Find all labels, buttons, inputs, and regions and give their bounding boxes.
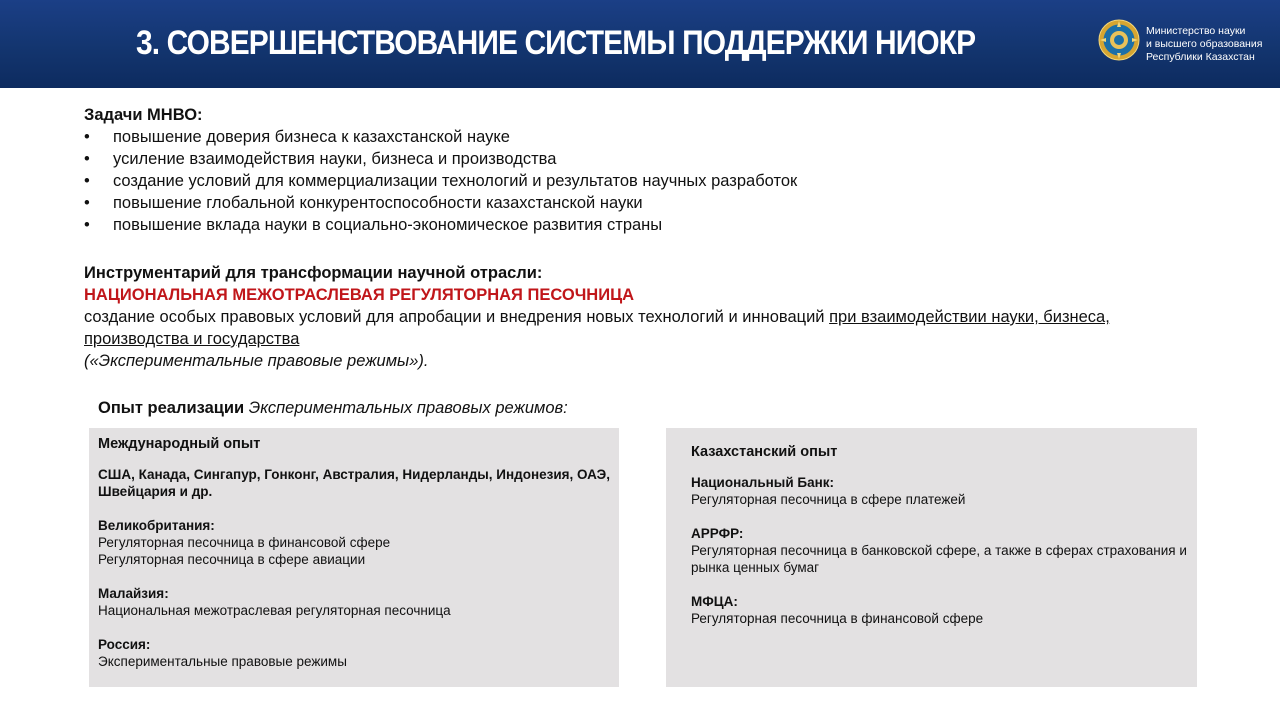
experience-title-italic: Экспериментальных правовых режимов: bbox=[244, 399, 568, 417]
page-title: 3. СОВЕРШЕНСТВОВАНИЕ СИСТЕМЫ ПОДДЕРЖКИ НИОКР bbox=[136, 24, 976, 62]
block-title: МФЦА: bbox=[691, 594, 738, 609]
list-item-text: повышение вклада науки в социально-экономическое развития страны bbox=[113, 216, 663, 234]
experience-block bbox=[98, 517, 611, 568]
experience-title bbox=[98, 397, 568, 419]
list-item-text: создание условий для коммерциализации технологий и результатов научных разработок bbox=[113, 172, 798, 190]
list-item bbox=[84, 148, 1204, 170]
sandbox-description bbox=[84, 306, 1204, 350]
sandbox-note: («Экспериментальные правовые режимы»). bbox=[84, 352, 429, 370]
block-line: Национальная межотраслевая регуляторная песочница bbox=[98, 603, 451, 618]
international-experience-panel bbox=[89, 428, 619, 687]
block-title: Великобритания: bbox=[98, 518, 215, 533]
panel-heading: Международный опыт bbox=[98, 436, 261, 452]
list-item-text: повышение глобальной конкурентоспособности казахстанской науки bbox=[113, 194, 643, 212]
block-line: Регуляторная песочница в сфере авиации bbox=[98, 552, 366, 567]
experience-title-bold: Опыт реализации bbox=[98, 399, 245, 417]
bullet-icon: • bbox=[84, 150, 90, 168]
block-title: АРРФР: bbox=[691, 526, 744, 541]
bullet-icon: • bbox=[84, 216, 90, 234]
ministry-line: и высшего образования bbox=[1146, 38, 1263, 50]
list-item bbox=[84, 192, 1204, 214]
tools-title: Инструментарий для трансформации научной отрасли: bbox=[84, 264, 543, 282]
countries-list: США, Канада, Сингапур, Гонконг, Австралия, Нидерланды, Индонезия, ОАЭ, Швейцария и др. bbox=[98, 467, 610, 499]
list-item bbox=[84, 214, 1204, 236]
experience-block bbox=[98, 585, 611, 619]
description-underlined-text: при взаимодействии науки, бизнеса, производства и государства bbox=[84, 308, 1110, 348]
experience-block bbox=[691, 525, 1189, 576]
block-line: Регуляторная песочница в финансовой сфере bbox=[691, 611, 984, 626]
block-line: Экспериментальные правовые режимы bbox=[98, 654, 347, 669]
tasks-title: Задачи МНВО: bbox=[84, 106, 203, 124]
list-item-text: повышение доверия бизнеса к казахстанской науке bbox=[113, 128, 510, 146]
kazakhstan-emblem-icon bbox=[1098, 19, 1140, 61]
block-title: Малайзия: bbox=[98, 586, 169, 601]
block-title: Россия: bbox=[98, 637, 151, 652]
experience-block bbox=[691, 593, 1189, 627]
sandbox-headline: НАЦИОНАЛЬНАЯ МЕЖОТРАСЛЕВАЯ РЕГУЛЯТОРНАЯ ПЕСОЧНИЦА bbox=[84, 286, 635, 304]
experience-block bbox=[691, 474, 1189, 508]
list-item bbox=[84, 170, 1204, 192]
tasks-list bbox=[84, 126, 1204, 236]
list-item bbox=[84, 126, 1204, 148]
block-line: Регуляторная песочница в финансовой сфере bbox=[98, 535, 391, 550]
ministry-line: Республики Казахстан bbox=[1146, 51, 1255, 63]
bullet-icon: • bbox=[84, 172, 90, 190]
panel-heading: Казахстанский опыт bbox=[691, 444, 838, 460]
tasks-section bbox=[84, 104, 1204, 236]
experience-block bbox=[98, 636, 611, 670]
ministry-name bbox=[1146, 25, 1262, 64]
description-text: создание особых правовых условий для апробации и внедрения новых технологий и инноваций bbox=[84, 308, 830, 326]
list-item-text: усиление взаимодействия науки, бизнеса и производства bbox=[113, 150, 557, 168]
bullet-icon: • bbox=[84, 128, 90, 146]
block-line: Регуляторная песочница в банковской сфере, а также в сферах страхования и рынка ценных бумаг bbox=[691, 543, 1187, 575]
header-bar bbox=[0, 0, 1280, 88]
ministry-line: Министерство науки bbox=[1146, 25, 1246, 37]
block-title: Национальный Банк: bbox=[691, 475, 834, 490]
kazakhstan-experience-panel bbox=[666, 428, 1197, 687]
tools-section bbox=[84, 262, 1204, 372]
bullet-icon: • bbox=[84, 194, 90, 212]
block-line: Регуляторная песочница в сфере платежей bbox=[691, 492, 966, 507]
